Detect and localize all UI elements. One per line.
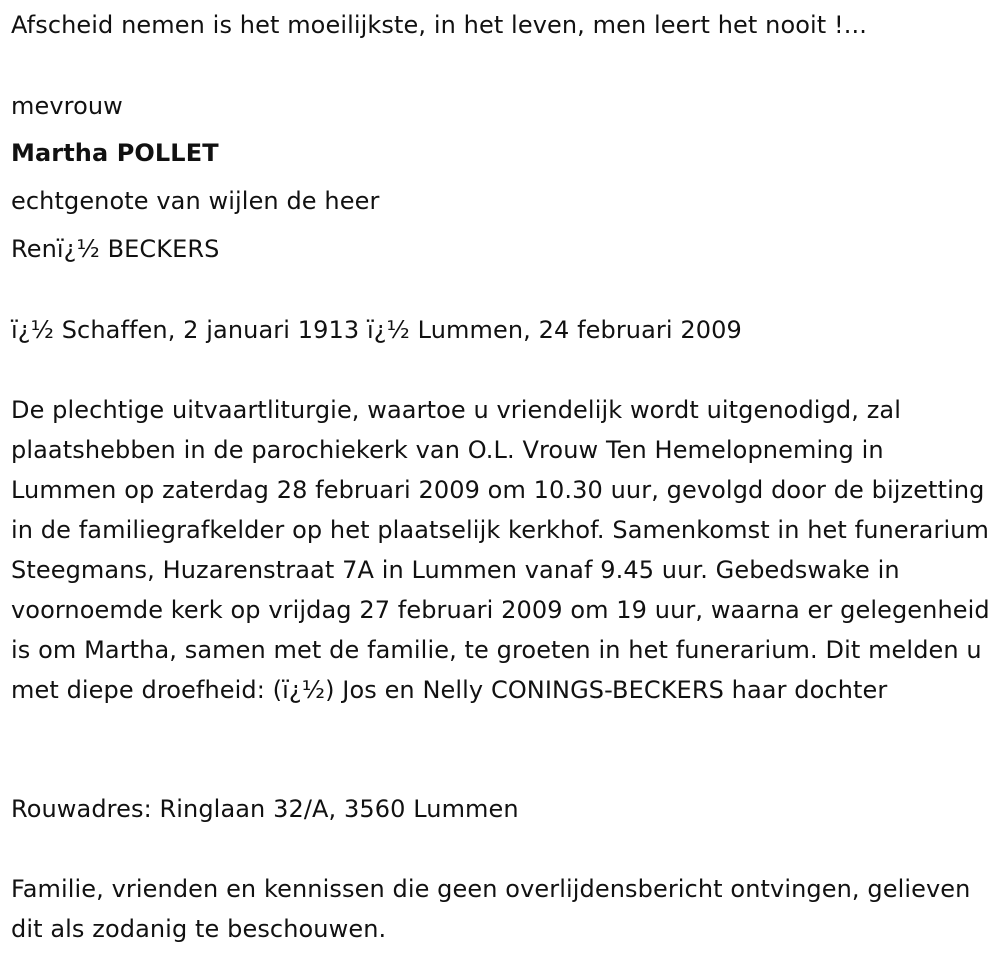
ceremony-paragraph: De plechtige uitvaartliturgie, waartoe u vriendelijk wordt uitgenodigd, zal plaatshebben in de parochiekerk van O.L. Vrouw Ten Hemelopneming in Lummen op zaterdag 28 februari 2009 om 10.30 uur, gevolgd door de bijzetting in de familiegrafkelder op het plaatselijk kerkhof. Samenkomst in het funerarium Steegmans, Huzarenstraat 7A in Lummen vanaf 9.45 uur. Gebedswake in voornoemde kerk op vrijdag 27 februari 2009 om 19 uur, waarna er gelegenheid is om Martha, samen met de familie, te groeten in het funerarium. Dit melden u met diepe droefheid: (ï¿½) Jos en Nelly CONINGS-BECKERS haar dochter xyxy=(11,396,990,704)
birth-death-line: ï¿½ Schaffen, 2 januari 1913 ï¿½ Lummen, 24 februari 2009 xyxy=(11,316,742,344)
opening-quote: Afscheid nemen is het moeilijkste, in het leven, men leert het nooit !... xyxy=(11,11,867,39)
closing-paragraph: Familie, vrienden en kennissen die geen overlijdensbericht ontvingen, gelieven dit als zodanig te beschouwen. xyxy=(11,875,971,943)
salutation: mevrouw xyxy=(11,92,123,120)
deceased-name: Martha POLLET xyxy=(11,139,219,167)
relation-line: echtgenote van wijlen de heer xyxy=(11,187,380,215)
spouse-name: Renï¿½ BECKERS xyxy=(11,235,220,263)
mourning-address: Rouwadres: Ringlaan 32/A, 3560 Lummen xyxy=(11,795,519,823)
